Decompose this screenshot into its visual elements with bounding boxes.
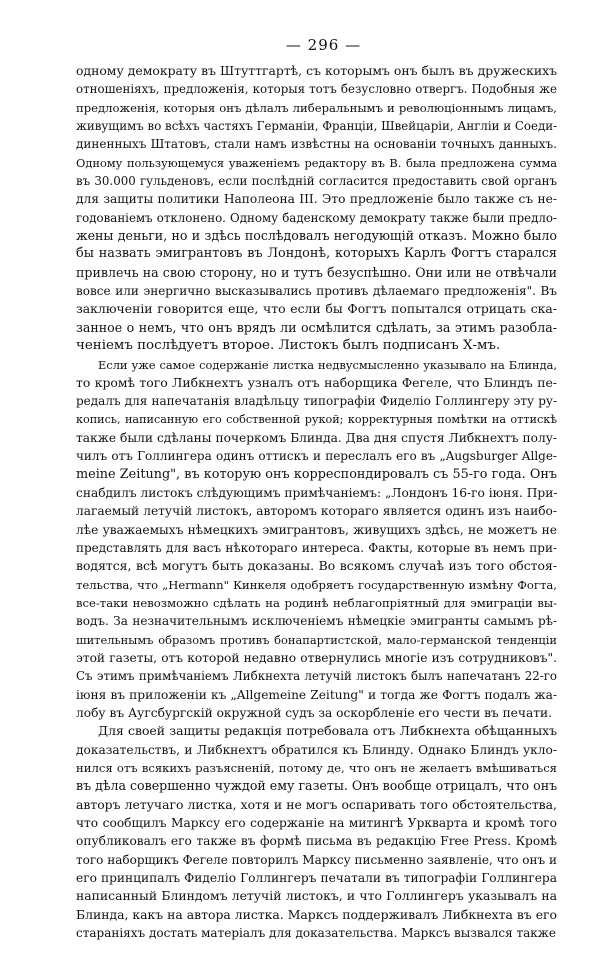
text-line: занное о немъ, что онъ врядъ ли осмѣлится сдѣлать, за этимъ разобла- [76,319,557,335]
text-line: годованіемъ отклонено. Одному баденскому демократу также были предло- [76,210,557,225]
text-line: meine Zeitung", въ которую онъ корреспондировалъ съ 55-го года. Онъ [76,466,557,482]
text-line: того наборщикъ Фегеле повторилъ Марксу письменно заявленіе, что онъ и [76,852,557,867]
text-line: стараніяхъ достать матеріалъ для доказательства. Марксъ вызвался также [76,926,556,941]
text-line: для защиты политики Наполеона III. Это предложеніе было также съ не- [76,192,557,207]
text-line: все-таки невозможно сдѣлать на родинѣ неблагопріятный для эмиграціи вы- [76,595,557,610]
text-line: снабдилъ листокъ слѣдующимъ примѣчаніемъ: „Лондонъ 16-го іюня. При- [76,485,558,500]
text-line: то кромѣ того Либкнехтъ узналъ отъ наборщика Фегеле, что Блиндъ пе- [76,374,557,390]
text-line: опубликовалъ его также въ формѣ письма въ редакцію Free Press. Кромѣ [76,834,557,849]
text-line: лобу въ Аугсбургскій окружной судъ за оскорбленіе его чести въ печати. [76,706,552,721]
text-line: бы назвать эмигрантовъ въ Лондонѣ, которыхъ Карлъ Фогтъ старался [76,246,557,262]
body-text [76,62,557,943]
text-line: отношеніяхъ, предложенія, которыя тотъ безусловно отвергъ. Подобныя же [76,82,557,97]
text-line: вовсе или энергично высказывались противъ дѣлаемаго предложенія". Въ [76,284,557,299]
text-line: копись, написанную его собственной рукой; корректурныя помѣтки на оттискѣ [76,412,557,426]
text-line: Одному пользующемуся уваженіемъ редактору въ В. была предложена сумма [76,155,557,170]
text-line: чилъ отъ Голлингера одинъ оттискъ и переслалъ его въ „Augsburger Allge- [76,449,557,464]
text-line: Съ этимъ примѣчаніемъ Либкнехта летучій листокъ былъ напечатанъ 22-го [76,669,557,684]
text-line: Блинда, какъ на автора листка. Марксъ поддерживалъ Либкнехта въ его [76,906,557,922]
text-line: Для своей защиты редакція потребовала отъ Либкнехта обѣщанныхъ [98,723,557,739]
text-line: Если уже самое содержаніе листка недвусмысленно указывало на Блинда, [98,357,557,372]
text-line: въ дѣла совершенно чуждой ему газеты. Онъ вообще отрицалъ, что онъ [76,778,558,794]
text-line: заключеніи говорится еще, что если бы Фогтъ попытался отрицать ска- [76,301,557,317]
text-line: водятся, всѣ могутъ быть доказаны. Во всякомъ случаѣ изъ того обстоя- [76,558,557,574]
text-line: въ 30.000 гульденовъ, если послѣдній согласится предоставить свой органъ [76,174,557,189]
text-line: диненныхъ Штатовъ, стали намъ извѣстны на основаніи точныхъ данныхъ. [76,137,557,152]
text-line: іюня въ приложеніи къ „Allgemeine Zeitung" и тогда же Фогтъ подалъ жа- [76,687,557,702]
text-line: шительнымъ образомъ противъ бонапартистской, мало-германской тенденціи [76,632,557,647]
text-line: жены деньги, но и здѣсь послѣдовалъ негодующій отказъ. Можно было [76,228,557,244]
text-line: его принципалъ Фиделіо Голлингеръ печатали въ типографіи Голлингера [76,871,557,886]
text-line: лагаемый летучій листокъ, авторомъ котораго является одинъ изъ наибо- [76,504,557,519]
paragraph [76,356,557,723]
text-line: написанный Блиндомъ летучій листокъ, и что Голлингеръ указывалъ на [76,888,557,904]
paragraph [76,62,557,356]
text-line: этой газеты, отъ которой недавно отвернулись многіе изъ сотрудниковъ". [76,651,557,665]
text-line: редалъ для напечатанія владѣльцу типографіи Фиделіо Голлингеру эту ру- [76,394,557,409]
text-line: предложенія, которыя онъ дѣлалъ либеральнымъ и революціоннымъ лицамъ, [76,100,557,115]
text-line: авторъ летучаго листка, хотя и не могъ оспаривать того обстоятельства, [76,796,557,812]
text-line: также были сдѣланы почеркомъ Блинда. Два дня спустя Либкнехтъ полу- [76,430,557,445]
text-line: что сообщилъ Марксу его содержаніе на митингѣ Уркварта и кромѣ того [76,816,557,831]
text-line: лѣе уважаемыхъ нѣмецкихъ эмигрантовъ, живущихъ здѣсь, не можетъ не [76,522,557,537]
text-line: представлять для васъ нѣкотораго интереса. Факты, которые въ немъ при- [76,540,557,555]
text-line: ченіемъ послѣдуетъ второе. Листокъ былъ подписанъ Х-мъ. [76,338,501,354]
text-line: привлечь на свою сторону, но и тутъ безуспѣшно. Они или не отвѣчали [76,264,557,280]
page-number: — 296 — [285,36,362,54]
text-line: одному демократу въ Штуттгартѣ, съ которымъ онъ былъ въ дружескихъ [76,63,557,78]
text-line: тельства, что „Hermann" Кинкеля одобряетъ государственную измѣну Фогта, [76,577,557,592]
paragraph [76,722,557,942]
text-line: доказательствъ, и Либкнехтъ обратился къ Блинду. Однако Блиндъ укло- [76,742,557,757]
text-line: водъ. За незначительнымъ исключеніемъ нѣмецкіе эмигранты самымъ рѣ- [76,614,557,629]
text-line: живущимъ во всѣхъ частяхъ Германіи, Франціи, Швейцаріи, Англіи и Соеди- [76,119,558,134]
text-line: нился отъ всякихъ разъясненій, потому де, что онъ не желаетъ вмѣшиваться [76,761,557,776]
